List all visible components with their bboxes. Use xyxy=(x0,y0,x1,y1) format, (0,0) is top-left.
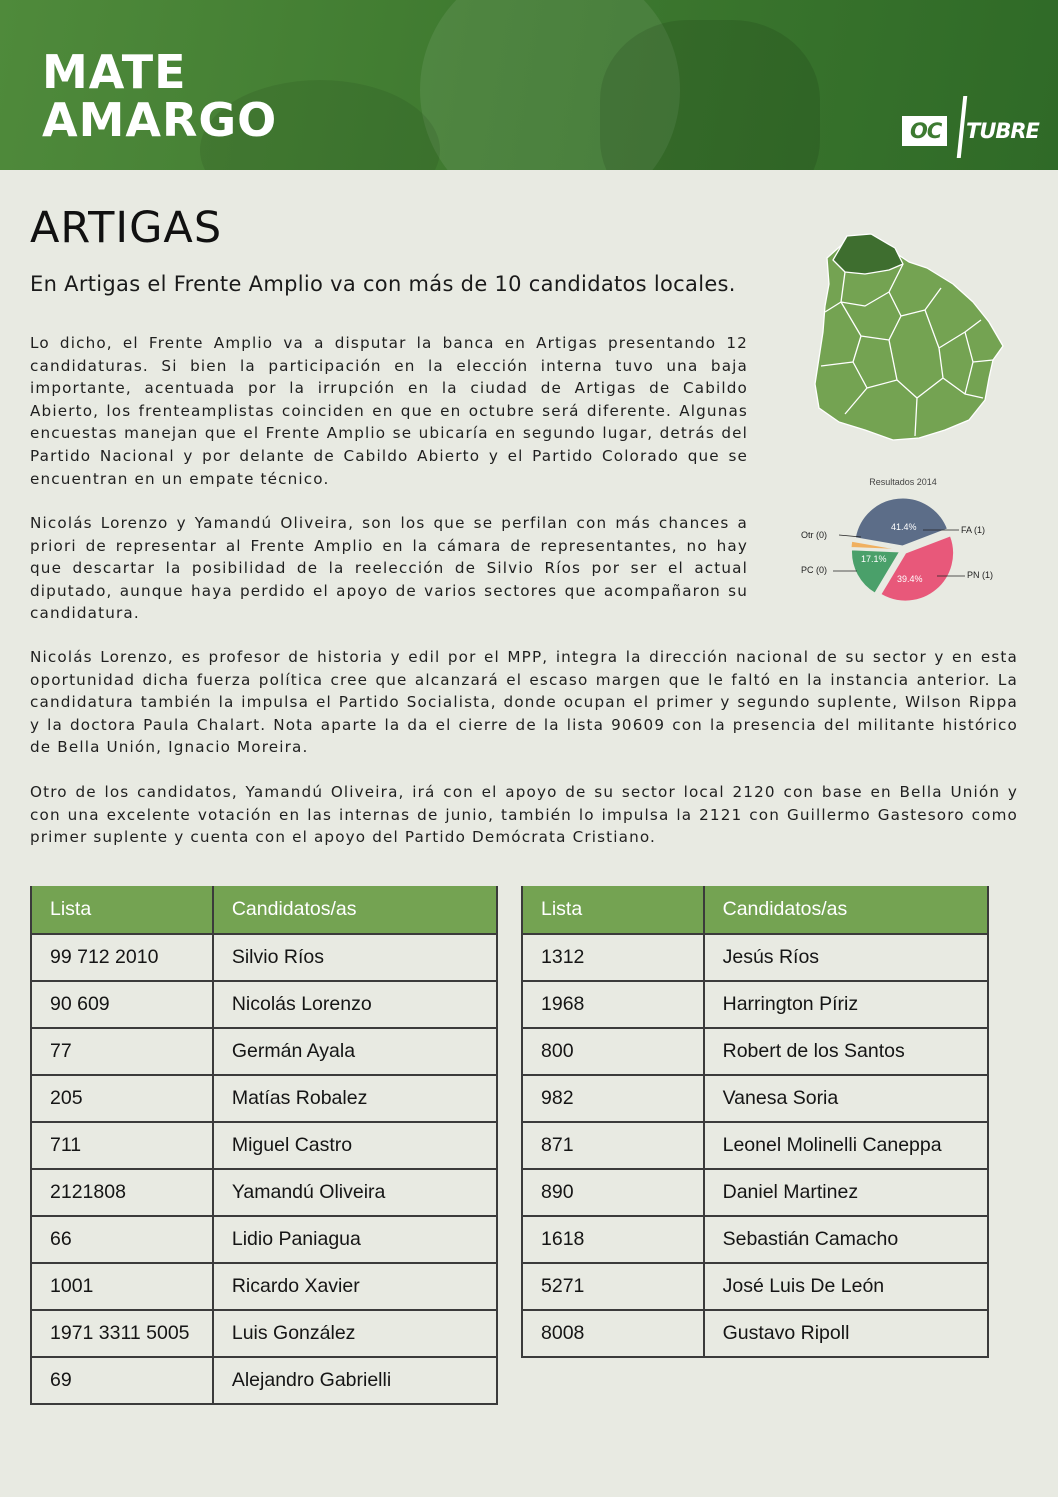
cell-lista: 205 xyxy=(31,1075,213,1122)
cell-lista: 90 609 xyxy=(31,981,213,1028)
table-row xyxy=(522,1310,988,1357)
paragraph-2: Nicolás Lorenzo y Yamandú Oliveira, son los que se perfilan con más chances a priori de representar al Frente Amplio en la cámara de representantes, no hay que descartar la posibilidad de la reelección de Silvio Ríos por ser el actual diputado, aunque haya perdido el apoyo de varios sectores que acompañaron su candidatura. xyxy=(30,514,748,623)
table-header-row xyxy=(522,886,988,934)
table-row xyxy=(522,1122,988,1169)
cell-candidato: Ricardo Xavier xyxy=(213,1263,497,1310)
paragraph-3: Nicolás Lorenzo, es profesor de historia y edil por el MPP, integra la dirección nacional de su sector y en esta oportunidad dicha fuerza política cree que alcanzará el escaso margen que le faltó en la instancia anterior. La candidatura también la impulsa el Partido Socialista, donde ocupan el primer y segundo suplente, Wilson Rippa y la doctora Paula Chalart. Nota aparte la da el cierre de la lista 90609 con la presencia del militante histórico de Bella Unión, Ignacio Moreira. xyxy=(30,648,1018,757)
cell-candidato: Lidio Paniagua xyxy=(213,1216,497,1263)
paragraph-1: Lo dicho, el Frente Amplio va a disputar la banca en Artigas presentando 12 candidaturas. Si bien la participación en la elección interna tuvo una baja importante, acentuada por la irrupción en la ciudad de Artigas de Cabildo Abierto, los frenteamplistas coinciden en que en octubre será diferente. Algunas encuestas manejan que el Frente Amplio se ubicaría en segundo lugar, detrás del Partido Nacional y por delante de Cabildo Abierto y el Partido Colorado que se encuentran en un empate técnico. xyxy=(30,334,748,488)
cell-candidato: Luis González xyxy=(213,1310,497,1357)
legend-fa-label: FA (1) xyxy=(961,525,986,535)
legend-pc-label: PC (0) xyxy=(801,565,828,575)
table-row xyxy=(522,981,988,1028)
table-row xyxy=(522,1075,988,1122)
chart-title: Resultados 2014 xyxy=(869,477,937,487)
legend-otr-label: Otr (0) xyxy=(801,530,827,540)
cell-candidato: Miguel Castro xyxy=(213,1122,497,1169)
page-subtitle: En Artigas el Frente Amplio va con más de 10 candidatos locales. xyxy=(30,272,736,296)
cell-lista: 2121808 xyxy=(31,1169,213,1216)
octubre-logo xyxy=(902,96,1042,158)
column-header-lista: Lista xyxy=(522,886,704,934)
cell-candidato: Jesús Ríos xyxy=(704,934,988,981)
table-row xyxy=(522,934,988,981)
cell-candidato: Yamandú Oliveira xyxy=(213,1169,497,1216)
table-row xyxy=(522,1216,988,1263)
page-title: ARTIGAS xyxy=(30,203,223,253)
cell-lista: 1618 xyxy=(522,1216,704,1263)
table-row xyxy=(31,1075,497,1122)
table-row xyxy=(31,1028,497,1075)
logo-line-1: MATE xyxy=(42,45,187,99)
octubre-logo-text: TUBRE xyxy=(966,119,1039,143)
cell-candidato: Nicolás Lorenzo xyxy=(213,981,497,1028)
results-pie-chart xyxy=(795,475,1005,620)
table-row xyxy=(522,1169,988,1216)
table-row xyxy=(522,1263,988,1310)
cell-lista: 66 xyxy=(31,1216,213,1263)
cell-candidato: Matías Robalez xyxy=(213,1075,497,1122)
lists-table-right xyxy=(521,886,989,1358)
cell-candidato: José Luis De León xyxy=(704,1263,988,1310)
table-row xyxy=(31,934,497,981)
cell-lista: 890 xyxy=(522,1169,704,1216)
cell-lista: 77 xyxy=(31,1028,213,1075)
cell-lista: 982 xyxy=(522,1075,704,1122)
cell-candidato: Alejandro Gabrielli xyxy=(213,1357,497,1404)
pc-value-label: 17.1% xyxy=(861,554,887,564)
table-row xyxy=(31,1216,497,1263)
uruguay-map xyxy=(805,228,1010,443)
cell-candidato: Vanesa Soria xyxy=(704,1075,988,1122)
table-row xyxy=(522,1028,988,1075)
cell-candidato: Daniel Martinez xyxy=(704,1169,988,1216)
cell-lista: 871 xyxy=(522,1122,704,1169)
cell-lista: 1001 xyxy=(31,1263,213,1310)
cell-lista: 5271 xyxy=(522,1263,704,1310)
table-row xyxy=(31,1310,497,1357)
column-header-candidatos: Candidatos/as xyxy=(704,886,988,934)
cell-lista: 99 712 2010 xyxy=(31,934,213,981)
pie-slice-pn xyxy=(881,536,954,601)
cell-lista: 1312 xyxy=(522,934,704,981)
paragraph-4: Otro de los candidatos, Yamandú Oliveira, irá con el apoyo de su sector local 2120 con base en Bella Unión y con una excelente votación en las internas de junio, también lo impulsa la 2121 con Guillermo Gastesoro como primer suplente y cuenta con el apoyo del Partido Demócrata Cristiano. xyxy=(30,783,1018,847)
banner-photo-shade xyxy=(600,20,820,170)
cell-candidato: Harrington Píriz xyxy=(704,981,988,1028)
table-row xyxy=(31,1263,497,1310)
cell-lista: 1971 3311 5005 xyxy=(31,1310,213,1357)
column-header-candidatos: Candidatos/as xyxy=(213,886,497,934)
table-row xyxy=(31,1357,497,1404)
table-row xyxy=(31,1169,497,1216)
cell-lista: 800 xyxy=(522,1028,704,1075)
cell-candidato: Gustavo Ripoll xyxy=(704,1310,988,1357)
cell-candidato: Leonel Molinelli Caneppa xyxy=(704,1122,988,1169)
cell-candidato: Silvio Ríos xyxy=(213,934,497,981)
cell-candidato: Sebastián Camacho xyxy=(704,1216,988,1263)
cell-candidato: Robert de los Santos xyxy=(704,1028,988,1075)
header-banner xyxy=(0,0,1058,170)
pn-value-label: 39.4% xyxy=(897,574,923,584)
map-region-artigas xyxy=(833,234,903,274)
table-header-row xyxy=(31,886,497,934)
octubre-logo-box: OC xyxy=(902,116,947,146)
table-row xyxy=(31,981,497,1028)
cell-lista: 8008 xyxy=(522,1310,704,1357)
lists-table-left xyxy=(30,886,498,1405)
logo-line-2: AMARGO xyxy=(42,93,278,147)
cell-lista: 69 xyxy=(31,1357,213,1404)
cell-candidato: Germán Ayala xyxy=(213,1028,497,1075)
table-row xyxy=(31,1122,497,1169)
cell-lista: 1968 xyxy=(522,981,704,1028)
cell-lista: 711 xyxy=(31,1122,213,1169)
fa-value-label: 41.4% xyxy=(891,522,917,532)
legend-pn-label: PN (1) xyxy=(967,570,994,580)
mate-amargo-logo xyxy=(42,45,278,147)
column-header-lista: Lista xyxy=(31,886,213,934)
